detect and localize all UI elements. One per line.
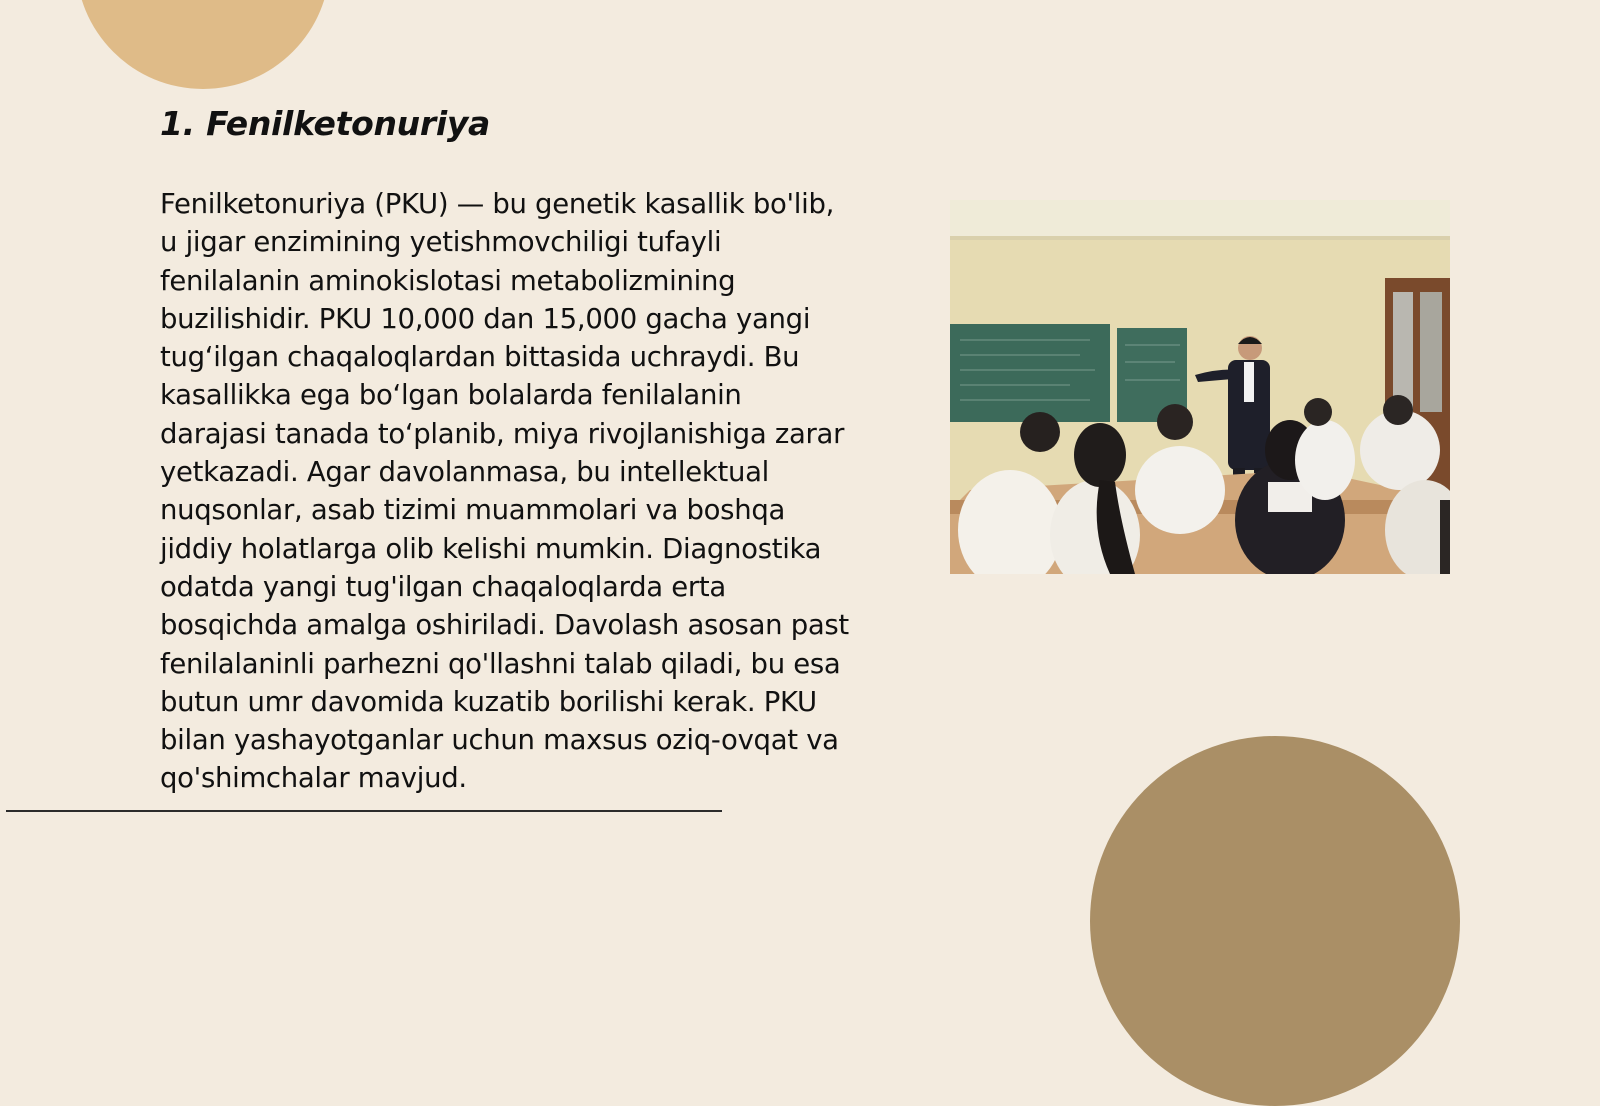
classroom-photo xyxy=(950,200,1450,574)
divider-line xyxy=(6,810,722,812)
slide-title: 1. Fenilketonuriya xyxy=(160,104,491,143)
decorative-circle-bottom xyxy=(1090,736,1460,1106)
slide-body-text: Fenilketonuriya (PKU) — bu genetik kasallik bo'lib, u jigar enzimining yetishmovchiligi tufayli fenilalanin aminokislotasi metabolizmining buzilishidir. PKU 10,000 dan 15,000 gacha yangi tug‘ilgan chaqaloqlardan bittasida uchraydi. Bu kasallikka ega bo‘lgan bolalarda fenilalanin darajasi tanada to‘planib, miya rivojlanishiga zarar yetkazadi. Agar davolanmasa, bu intellektual nuqsonlar, asab tizimi muammolari va boshqa jiddiy holatlarga olib kelishi mumkin. Diagnostika odatda yangi tug'ilgan chaqaloqlarda erta bosqichda amalga oshiriladi. Davolash asosan past fenilalaninli parhezni qo'llashni talab qiladi, bu esa butun umr davomida kuzatib borilishi kerak. PKU bilan yashayotganlar uchun maxsus oziq-ovqat va qo'shimchalar mavjud. xyxy=(160,188,849,795)
decorative-circle-top xyxy=(76,0,330,89)
